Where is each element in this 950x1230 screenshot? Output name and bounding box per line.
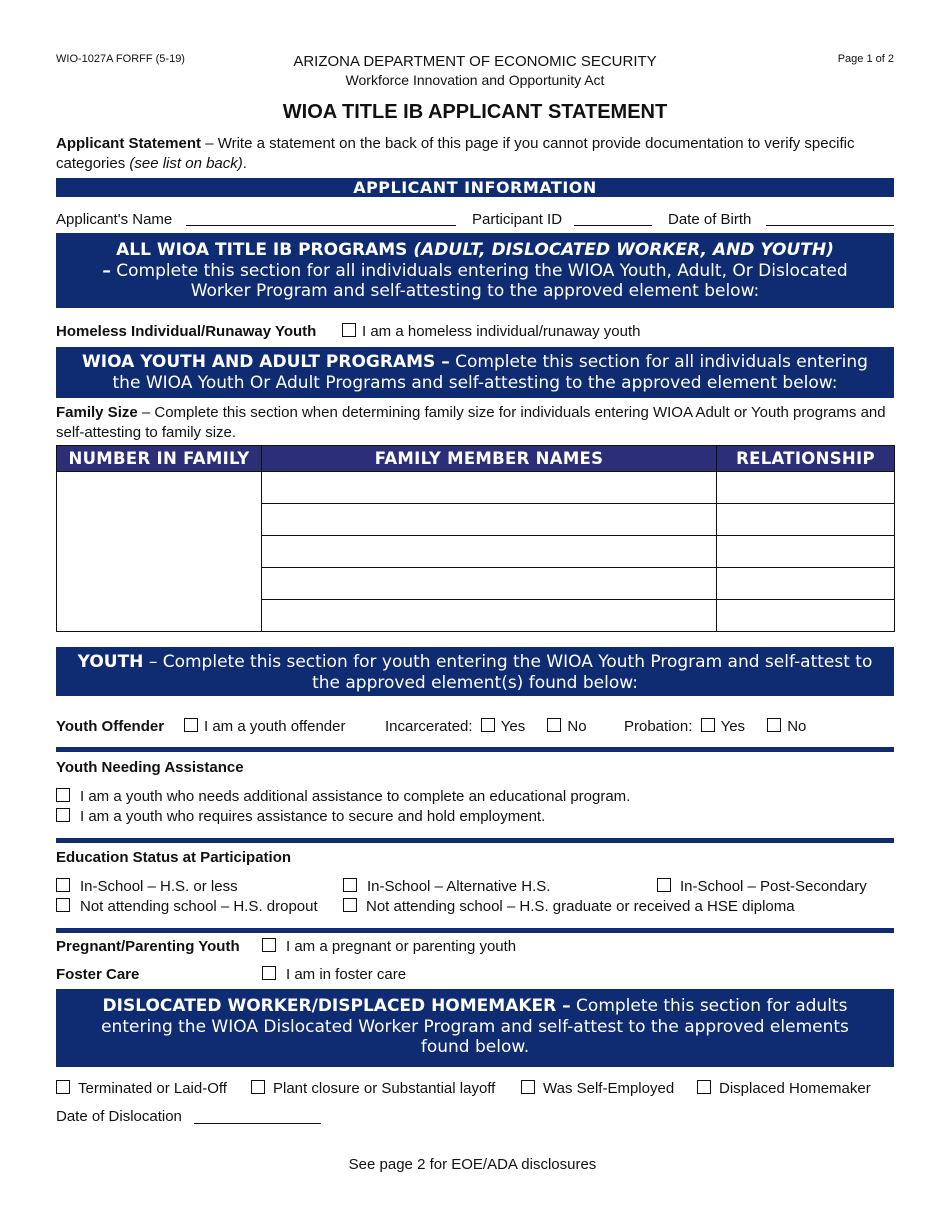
date-of-dislocation-label: Date of Dislocation (56, 1108, 182, 1125)
homeless-option: I am a homeless individual/runaway youth (342, 322, 640, 342)
assistance-employment-checkbox[interactable] (56, 808, 70, 822)
page-number: Page 1 of 2 (837, 53, 894, 65)
column-family-member-names: FAMILY MEMBER NAMES (262, 446, 717, 472)
incarcerated-no-checkbox[interactable] (547, 718, 561, 732)
dislocated-option: Terminated or Laid-Off (56, 1079, 227, 1099)
relationship-cell[interactable] (717, 536, 895, 568)
divider (56, 928, 894, 933)
education-option: In-School – Alternative H.S. (343, 877, 550, 897)
column-relationship: RELATIONSHIP (717, 446, 895, 472)
family-member-name-cell[interactable] (262, 504, 717, 536)
family-table (56, 445, 895, 632)
divider (56, 838, 894, 843)
applicant-information-heading: APPLICANT INFORMATION (56, 178, 894, 197)
applicant-name-label: Applicant's Name (56, 211, 173, 228)
education-status-label: Education Status at Participation (56, 849, 292, 866)
relationship-cell[interactable] (717, 504, 895, 536)
education-option: Not attending school – H.S. dropout (56, 897, 318, 917)
relationship-cell[interactable] (717, 472, 895, 504)
plant-closure-checkbox[interactable] (251, 1080, 265, 1094)
displaced-homemaker-checkbox[interactable] (697, 1080, 711, 1094)
education-checkbox[interactable] (56, 898, 70, 912)
date-of-birth-field[interactable] (766, 225, 894, 226)
pregnant-parenting-checkbox[interactable] (262, 938, 276, 952)
participant-id-label: Participant ID (472, 211, 563, 228)
page-title: WIOA TITLE IB APPLICANT STATEMENT (282, 101, 668, 123)
dislocated-worker-heading: DISLOCATED WORKER/DISPLACED HOMEMAKER – Complete this section for adults entering the WIOA Dislocated Worker Program and self-attest to the approved elements found below. (56, 989, 894, 1067)
youth-needing-assistance-label: Youth Needing Assistance (56, 759, 244, 776)
foster-care-checkbox[interactable] (262, 966, 276, 980)
applicant-name-field[interactable] (186, 225, 456, 226)
applicant-statement-intro: Applicant Statement – Write a statement on the back of this page if you cannot provide documentation to verify specific categories (see list on back). (56, 135, 855, 172)
youth-adult-heading: WIOA YOUTH AND ADULT PROGRAMS – Complete this section for all individuals entering the WIOA Youth Or Adult Programs and self-attesting to the approved element below: (56, 347, 894, 398)
incarcerated-yes-checkbox[interactable] (481, 718, 495, 732)
pregnant-parenting-label: Pregnant/Parenting Youth (56, 938, 240, 955)
agency-name: ARIZONA DEPARTMENT OF ECONOMIC SECURITY (293, 53, 657, 70)
dislocated-option: Plant closure or Substantial layoff (251, 1079, 495, 1099)
date-of-birth-label: Date of Birth (668, 211, 752, 228)
dislocated-option: Was Self-Employed (521, 1079, 674, 1099)
incarcerated-group: Incarcerated: Yes No (385, 718, 587, 735)
all-programs-heading: ALL WIOA TITLE IB PROGRAMS (ADULT, DISLOCATED WORKER, AND YOUTH) – Complete this section for all individuals entering the WIOA Youth, Adult, Or Dislocated Worker Program and self-attesting to the approved element below: (56, 233, 894, 308)
divider (56, 747, 894, 752)
participant-id-field[interactable] (574, 225, 652, 226)
self-employed-checkbox[interactable] (521, 1080, 535, 1094)
date-of-dislocation-field[interactable] (194, 1123, 321, 1124)
family-member-name-cell[interactable] (262, 472, 717, 504)
family-member-name-cell[interactable] (262, 536, 717, 568)
family-size-description: Family Size – Complete this section when determining family size for individuals entering WIOA Adult or Youth programs and self-attesting to family size. (56, 404, 886, 441)
assistance-option-education: I am a youth who needs additional assistance to complete an educational program. (56, 787, 630, 807)
assistance-education-checkbox[interactable] (56, 788, 70, 802)
number-in-family-cell[interactable] (57, 472, 262, 632)
foster-care-label: Foster Care (56, 966, 140, 983)
assistance-option-employment: I am a youth who requires assistance to secure and hold employment. (56, 807, 545, 827)
education-option: In-School – H.S. or less (56, 877, 238, 897)
education-checkbox[interactable] (657, 878, 671, 892)
education-option: Not attending school – H.S. graduate or received a HSE diploma (343, 897, 795, 917)
probation-yes-checkbox[interactable] (701, 718, 715, 732)
education-checkbox[interactable] (343, 898, 357, 912)
homeless-label: Homeless Individual/Runaway Youth (56, 323, 317, 340)
pregnant-parenting-option: I am a pregnant or parenting youth (262, 937, 516, 957)
education-checkbox[interactable] (56, 878, 70, 892)
footer-note: See page 2 for EOE/ADA disclosures (348, 1156, 597, 1173)
table-row (57, 472, 895, 504)
youth-heading: YOUTH – Complete this section for youth entering the WIOA Youth Program and self-attest to the approved element(s) found below: (56, 647, 894, 696)
dislocated-option: Displaced Homemaker (697, 1079, 871, 1099)
relationship-cell[interactable] (717, 568, 895, 600)
education-option: In-School – Post-Secondary (657, 877, 867, 897)
family-member-name-cell[interactable] (262, 600, 717, 632)
youth-offender-checkbox[interactable] (184, 718, 198, 732)
education-checkbox[interactable] (343, 878, 357, 892)
form-number: WIO-1027A FORFF (5-19) (56, 53, 185, 65)
foster-care-option: I am in foster care (262, 965, 406, 985)
probation-no-checkbox[interactable] (767, 718, 781, 732)
youth-offender-option: I am a youth offender (184, 717, 345, 737)
column-number-in-family: NUMBER IN FAMILY (57, 446, 262, 472)
act-name: Workforce Innovation and Opportunity Act (345, 72, 605, 88)
terminated-checkbox[interactable] (56, 1080, 70, 1094)
youth-offender-label: Youth Offender (56, 718, 165, 735)
homeless-checkbox[interactable] (342, 323, 356, 337)
relationship-cell[interactable] (717, 600, 895, 632)
probation-group: Probation: Yes No (624, 718, 807, 735)
family-member-name-cell[interactable] (262, 568, 717, 600)
